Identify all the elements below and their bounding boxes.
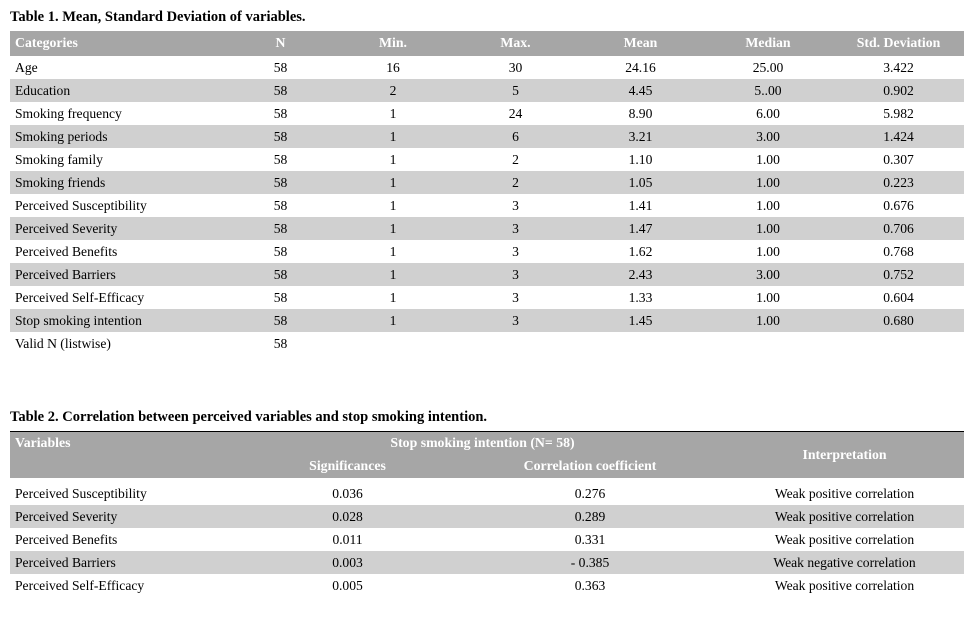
table1-header-row	[10, 31, 964, 56]
table1-cell-max: 3	[512, 198, 519, 213]
table1-cell-min: 1	[389, 313, 397, 328]
table2-cell-significance: 0.011	[332, 532, 363, 547]
table1-cell-n: 58	[273, 60, 288, 75]
table2	[10, 431, 964, 597]
table-row	[10, 102, 964, 125]
table1-block	[10, 8, 964, 355]
table1-cell-category: Smoking family	[15, 152, 103, 167]
table1-cell-max: 5	[512, 83, 519, 98]
table2-header-correlation: Correlation coefficient	[523, 458, 657, 473]
table-row	[10, 263, 964, 286]
table1-cell-min: 1	[389, 267, 397, 282]
table2-header-interpretation: Interpretation	[802, 446, 887, 462]
table2-body	[10, 478, 964, 597]
table2-cell-significance: 0.028	[332, 509, 363, 524]
table2-caption: Table 2. Correlation between perceived variables and stop smoking intention.	[10, 409, 488, 425]
table1-cell-mean: 2.43	[628, 267, 653, 282]
table1-cell-category: Stop smoking intention	[15, 313, 142, 328]
table1-cell-n: 58	[273, 106, 288, 121]
table1-header-std: Std. Deviation	[856, 35, 941, 50]
table1-cell-median: 1.00	[756, 313, 780, 328]
table2-cell-interpretation: Weak positive correlation	[774, 486, 915, 501]
table2-cell-correlation: - 0.385	[570, 555, 610, 570]
table1-cell-std: 0.680	[883, 313, 914, 328]
table1-header-median: Median	[745, 35, 791, 50]
table1-cell-n: 58	[273, 313, 288, 328]
table1-cell-category: Smoking friends	[15, 175, 106, 190]
table1-cell-n: 58	[273, 336, 288, 351]
table1-cell-std: 0.902	[883, 83, 914, 98]
table1-cell-mean: 1.41	[628, 198, 653, 213]
table2-cell-variable: Perceived Susceptibility	[15, 486, 147, 501]
table2-cell-significance: 0.005	[332, 578, 363, 593]
table-row	[10, 171, 964, 194]
table1-cell-std: 0.752	[883, 267, 914, 282]
table-row	[10, 125, 964, 148]
table-row	[10, 286, 964, 309]
table1-cell-std: 0.676	[883, 198, 914, 213]
table1-cell-mean: 1.10	[628, 152, 653, 167]
table1-cell-n: 58	[273, 129, 288, 144]
table1-cell-mean: 1.05	[628, 175, 653, 190]
table1-header	[10, 31, 964, 56]
table1-cell-n: 58	[273, 152, 288, 167]
table2-block	[10, 408, 964, 597]
table1-cell-mean: 1.47	[628, 221, 653, 236]
table1-cell-max: 30	[508, 60, 523, 75]
table2-header-variables: Variables	[15, 435, 71, 450]
table2-cell-interpretation: Weak positive correlation	[774, 578, 915, 593]
table1-cell-median: 1.00	[756, 175, 780, 190]
table1-cell-max: 3	[512, 267, 519, 282]
table1-cell-category: Perceived Barriers	[15, 267, 116, 282]
table1-cell-category: Perceived Self-Efficacy	[15, 290, 145, 305]
table-row	[10, 194, 964, 217]
table1-cell-max: 3	[512, 290, 519, 305]
table1-cell-min: 1	[389, 221, 397, 236]
table1-cell-median: 6.00	[756, 106, 780, 121]
table2-header-row-top	[10, 432, 964, 456]
table1-cell-mean: 8.90	[628, 106, 653, 121]
table1-cell-max: 6	[512, 129, 519, 144]
table1-cell-std: 1.424	[883, 129, 914, 144]
table1-cell-median: 1.00	[756, 221, 780, 236]
table1-cell-category: Perceived Susceptibility	[15, 198, 147, 213]
table1-header-mean: Mean	[623, 35, 658, 50]
table1-cell-median: 3.00	[756, 267, 780, 282]
table-row	[10, 56, 964, 79]
table1-cell-std: 3.422	[883, 60, 914, 75]
table1-cell-min: 1	[389, 244, 397, 259]
table1-cell-category: Age	[15, 60, 38, 75]
table2-cell-variable: Perceived Severity	[15, 509, 118, 524]
table1-cell-n: 58	[273, 198, 288, 213]
table1-cell-mean: 4.45	[628, 83, 653, 98]
table1-cell-median: 5..00	[754, 83, 782, 98]
table1-cell-min	[333, 332, 453, 355]
table1-cell-n: 58	[273, 221, 288, 236]
table1-cell-mean: 24.16	[625, 60, 656, 75]
table1-cell-median: 1.00	[756, 244, 780, 259]
table2-cell-correlation: 0.363	[574, 578, 606, 593]
table-row	[10, 551, 964, 574]
table1-cell-std: 0.223	[883, 175, 914, 190]
table-row	[10, 240, 964, 263]
table1-cell-median: 25.00	[752, 60, 784, 75]
table1-header-min: Min.	[379, 35, 407, 50]
table1-cell-min: 2	[389, 83, 397, 98]
table1-cell-max: 3	[512, 244, 519, 259]
table2-cell-correlation: 0.289	[574, 509, 606, 524]
table1	[10, 31, 964, 355]
table1-body	[10, 56, 964, 355]
table1-cell-mean	[578, 332, 703, 355]
table1-cell-max: 3	[512, 221, 519, 236]
table1-cell-min: 1	[389, 290, 397, 305]
table1-cell-median: 3.00	[756, 129, 780, 144]
table2-cell-variable: Perceived Barriers	[15, 555, 116, 570]
table1-cell-max: 24	[508, 106, 523, 121]
table1-cell-std: 5.982	[883, 106, 914, 121]
table2-header-group: Stop smoking intention (N= 58)	[390, 435, 575, 450]
table2-cell-variable: Perceived Benefits	[15, 532, 118, 547]
table1-cell-median: 1.00	[756, 290, 780, 305]
table1-cell-std: 0.604	[883, 290, 914, 305]
table1-cell-min: 1	[389, 106, 397, 121]
table1-cell-mean: 3.21	[628, 129, 653, 144]
table2-cell-interpretation: Weak negative correlation	[773, 555, 916, 570]
table1-cell-median	[703, 332, 833, 355]
table1-cell-std	[833, 332, 964, 355]
table2-cell-correlation: 0.331	[574, 532, 606, 547]
table-row	[10, 79, 964, 102]
table1-cell-median: 1.00	[756, 198, 780, 213]
table2-header-significances: Significances	[309, 458, 386, 473]
table1-cell-min: 1	[389, 198, 397, 213]
table1-cell-n: 58	[273, 290, 288, 305]
table2-cell-correlation: 0.276	[574, 486, 606, 501]
table-row	[10, 574, 964, 597]
table1-cell-std: 0.307	[883, 152, 914, 167]
table1-cell-min: 1	[389, 175, 397, 190]
table2-cell-variable: Perceived Self-Efficacy	[15, 578, 145, 593]
table1-cell-mean: 1.45	[628, 313, 653, 328]
table1-cell-category: Smoking periods	[15, 129, 108, 144]
table1-cell-mean: 1.62	[628, 244, 653, 259]
table1-cell-category: Valid N (listwise)	[15, 336, 111, 351]
table-row	[10, 217, 964, 240]
table1-cell-mean: 1.33	[628, 290, 653, 305]
table1-cell-max: 3	[512, 313, 519, 328]
table1-cell-min: 16	[386, 60, 400, 75]
table-row	[10, 478, 964, 505]
table1-caption: Table 1. Mean, Standard Deviation of variables.	[10, 9, 306, 25]
table1-cell-category: Perceived Severity	[15, 221, 118, 236]
table2-cell-significance: 0.036	[332, 486, 363, 501]
table1-header-n: N	[275, 35, 286, 50]
table1-cell-n: 58	[273, 267, 288, 282]
table2-cell-interpretation: Weak positive correlation	[774, 509, 915, 524]
table1-cell-max: 2	[512, 152, 519, 167]
table1-cell-min: 1	[389, 129, 397, 144]
table1-cell-category: Smoking frequency	[15, 106, 122, 121]
table2-cell-significance: 0.003	[332, 555, 363, 570]
table1-cell-max: 2	[512, 175, 519, 190]
table1-cell-std: 0.706	[883, 221, 914, 236]
table-row	[10, 332, 964, 355]
table1-cell-n: 58	[273, 175, 288, 190]
table1-header-categories: Categories	[15, 35, 78, 50]
table1-cell-median: 1.00	[756, 152, 780, 167]
table-row	[10, 528, 964, 551]
table1-cell-max	[453, 332, 578, 355]
table1-cell-n: 58	[273, 244, 288, 259]
table1-cell-category: Perceived Benefits	[15, 244, 118, 259]
table-row	[10, 505, 964, 528]
table1-cell-std: 0.768	[883, 244, 914, 259]
table1-cell-min: 1	[389, 152, 397, 167]
table1-cell-category: Education	[15, 83, 71, 98]
table-row	[10, 148, 964, 171]
table2-header	[10, 432, 964, 479]
table-row	[10, 309, 964, 332]
table1-cell-n: 58	[273, 83, 288, 98]
table2-cell-interpretation: Weak positive correlation	[774, 532, 915, 547]
table1-header-max: Max.	[500, 35, 531, 50]
